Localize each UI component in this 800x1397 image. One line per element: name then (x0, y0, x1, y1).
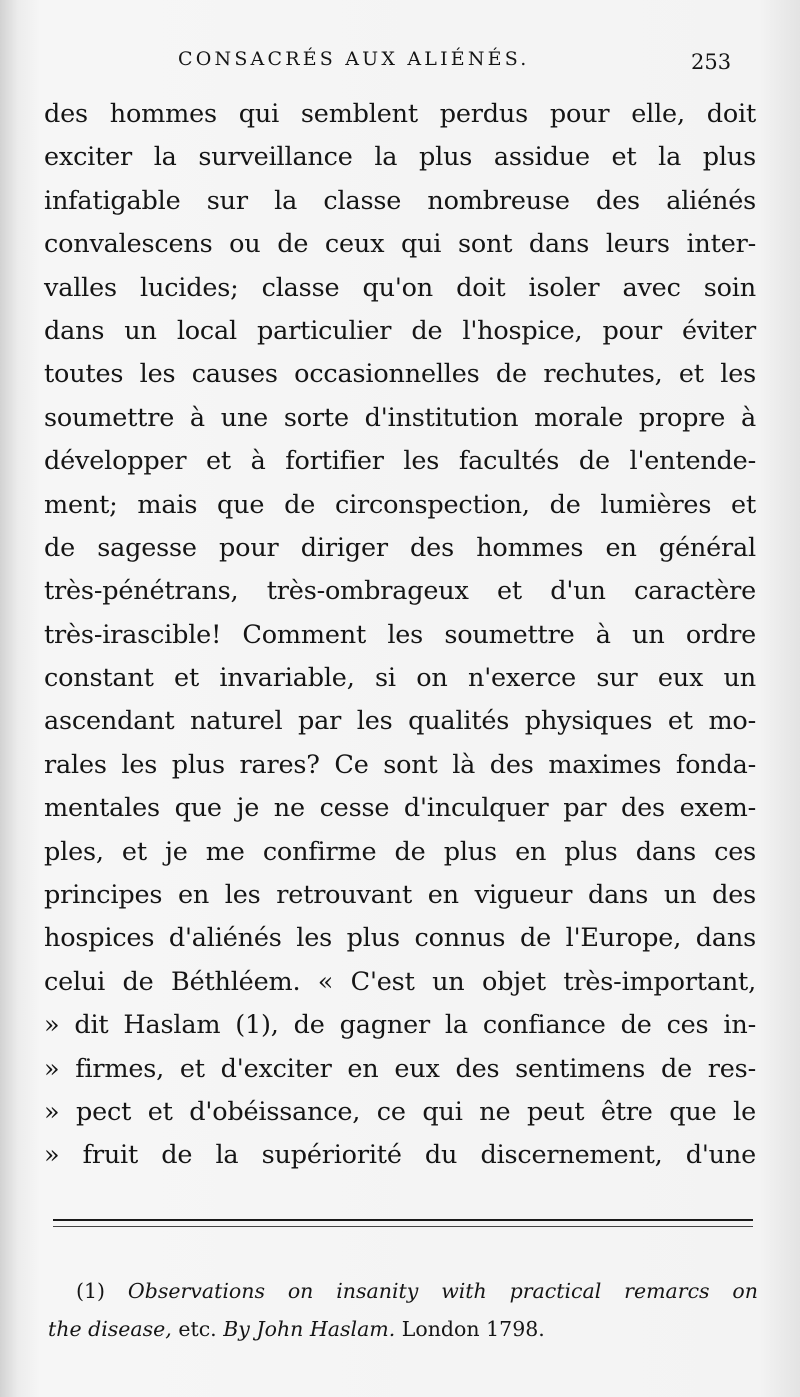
text-line: constant et invariable, si on n'exerce sur eux un (44, 663, 756, 694)
footnote-line (48, 1310, 758, 1348)
text-line: hospices d'aliénés les plus connus de l'Europe, dans (44, 923, 756, 954)
text-line: dans un local particulier de l'hospice, pour éviter (44, 315, 756, 346)
text-line: des hommes qui semblent perdus pour elle, doit (44, 99, 756, 129)
text-line: ment; mais que de circonspection, de lumières et (44, 489, 756, 520)
text-line: mentales que je ne cesse d'inculquer par des exem- (44, 793, 756, 824)
text-line: ascendant naturel par les qualités physiques et mo- (44, 706, 756, 737)
running-head-title: CONSACRÉS AUX ALIÉNÉS. (178, 48, 530, 70)
body-text (44, 93, 756, 1178)
text-line: développer et à fortifier les facultés de l'entende- (44, 446, 756, 477)
footnote-author-prefix: By (223, 1317, 250, 1341)
text-line: » firmes, et d'exciter en eux des sentimens de res- (44, 1053, 756, 1084)
footnote-marker: (1) (76, 1279, 106, 1303)
text-line: » dit Haslam (1), de gagner la confiance de ces in- (44, 1010, 756, 1041)
text-line: convalescens ou de ceux qui sont dans leurs inter- (44, 229, 756, 260)
text-line: très-irascible! Comment les soumettre à un ordre (44, 619, 756, 650)
text-line: » fruit de la supériorité du discernement, d'une (44, 1140, 756, 1171)
footnote-imprint: London 1798. (395, 1317, 545, 1341)
text-line: très-pénétrans, très-ombrageux et d'un caractère (44, 576, 756, 607)
footnote (48, 1272, 758, 1348)
page-number: 253 (691, 50, 732, 74)
text-line: infatigable sur la classe nombreuse des aliénés (44, 185, 756, 216)
footnote-rule (53, 1219, 753, 1221)
footnote-title-continued: the disease, (48, 1317, 172, 1341)
footnote-title: Observations on insanity with practical remarcs on (127, 1279, 758, 1303)
text-line: soumettre à une sorte d'institution morale propre à (44, 402, 756, 433)
running-head (0, 48, 800, 78)
footnote-rule-thin (53, 1226, 753, 1227)
text-line: exciter la surveillance la plus assidue et la plus (44, 142, 756, 173)
text-line: principes en les retrouvant en vigueur dans un des (44, 880, 756, 911)
footnote-line (48, 1272, 758, 1310)
text-line: » pect et d'obéissance, ce qui ne peut être que le (44, 1096, 756, 1127)
text-line: toutes les causes occasionnelles de rechutes, et les (44, 359, 756, 390)
text-line: ples, et je me confirme de plus en plus dans ces (44, 836, 756, 867)
text-line: valles lucides; classe qu'on doit isoler avec soin (44, 272, 756, 303)
footnote-author: John Haslam. (256, 1317, 396, 1341)
text-line: celui de Béthléem. « C'est un objet très-important, (44, 966, 756, 997)
text-line: de sagesse pour diriger des hommes en général (44, 532, 756, 563)
text-line: rales les plus rares? Ce sont là des maximes fonda- (44, 749, 756, 780)
footnote-etc: etc. (171, 1317, 224, 1341)
